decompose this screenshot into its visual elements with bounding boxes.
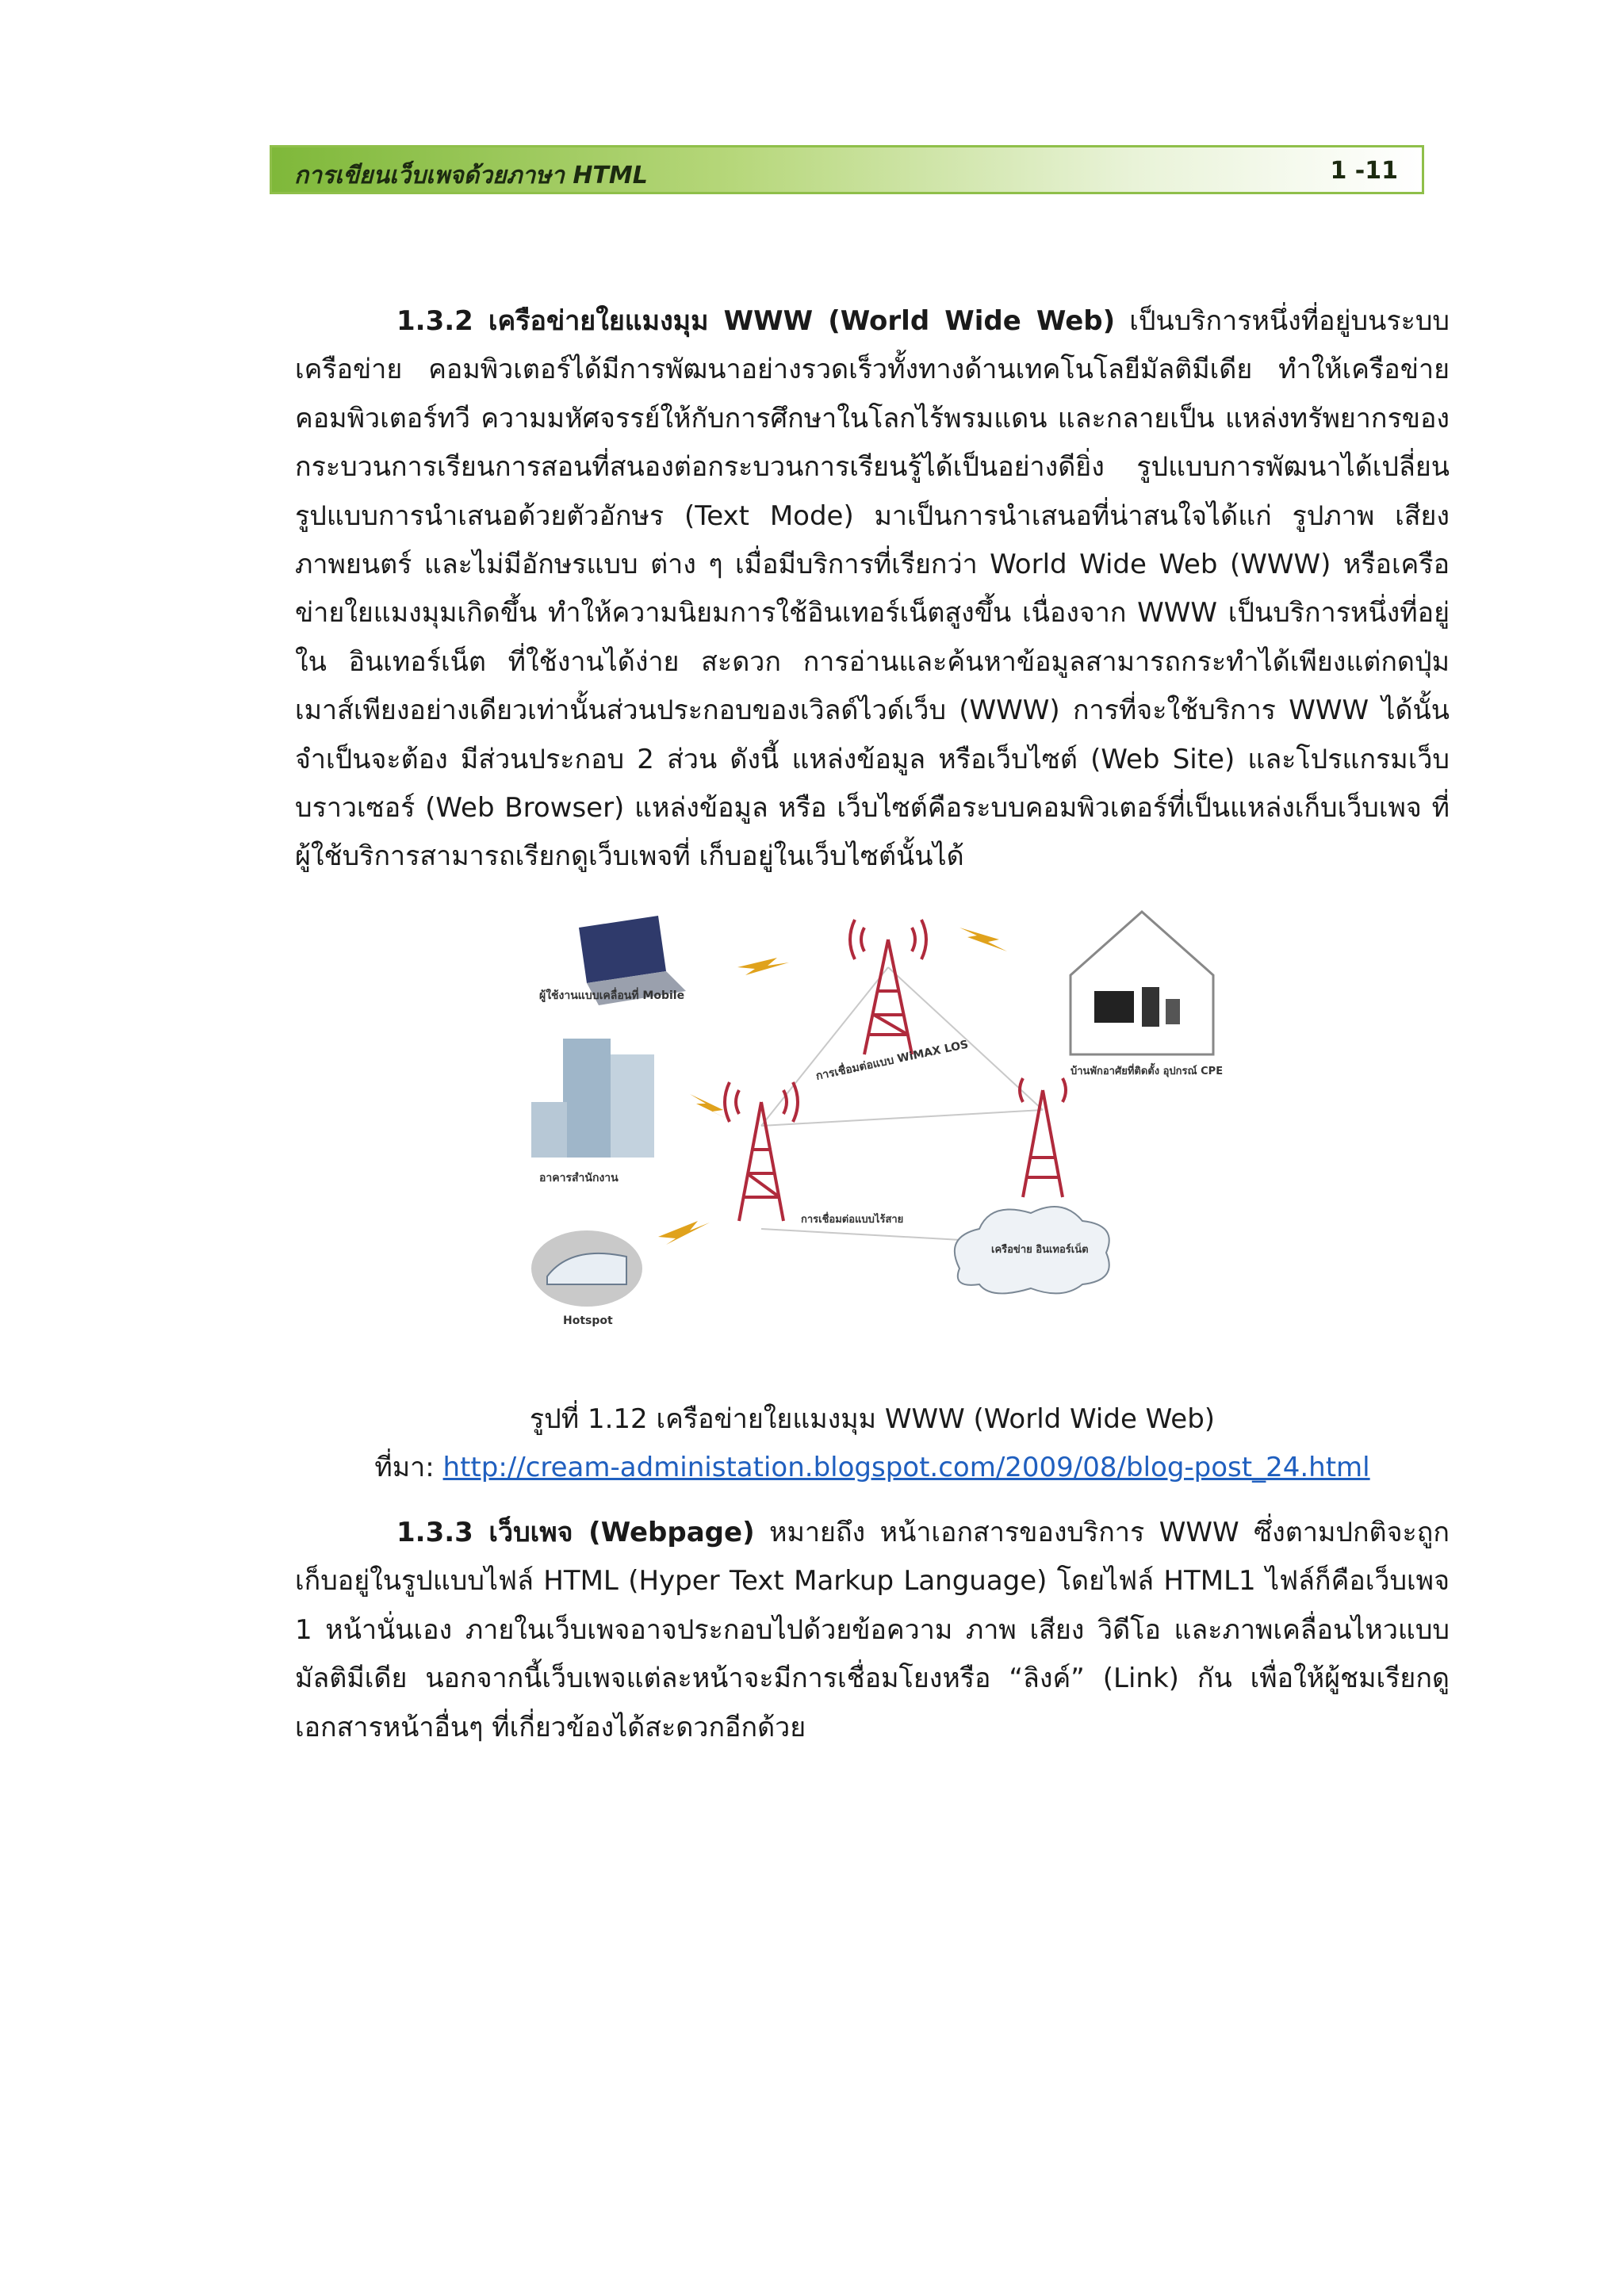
paragraph-www: [295, 297, 1450, 882]
page-header: [270, 145, 1424, 194]
section-heading-webpage: 1.3.3 เว็บเพจ (Webpage): [396, 1517, 755, 1548]
label-hotspot: Hotspot: [563, 1314, 613, 1327]
label-nlos: การเชื่อมต่อแบบไร้สาย: [801, 1214, 904, 1226]
figure-caption: รูปที่ 1.12 เครือข่ายใยแมงมุม WWW (World Wide Web): [529, 1403, 1216, 1435]
section-body-www: เป็นบริการหนึ่งที่อยู่บนระบบเครือข่าย คอมพิวเตอร์ได้มีการพัฒนาอย่างรวดเร็วทั้งทางด้านเทคโนโลยีมัลติมีเดีย ทำให้เครือข่ายคอมพิวเตอร์ทวี ความมหัศจรรย์ให้กับการศึกษาในโลกไร้พรมแดน และกลายเป็น แหล่งทรัพยากรของกระบวนการเรียนการสอนที่สนองต่อกระบวนการเรียนรู้ได้เป็นอย่างดียิ่ง รูปแบบการพัฒนาได้เปลี่ยนรูปแบบการนำเสนอด้วยตัวอักษร (Text Mode) มาเป็นการนำเสนอที่น่าสนใจได้แก่ รูปภาพ เสียง ภาพยนตร์ และไม่มีอักษรแบบ ต่าง ๆ เมื่อมีบริการที่เรียกว่า World Wide Web (WWW) หรือเครือข่ายใยแมงมุมเกิดขึ้น ทำให้ความนิยมการใช้อินเทอร์เน็ตสูงขึ้น เนื่องจาก WWW เป็นบริการหนึ่งที่อยู่ใน อินเทอร์เน็ต ที่ใช้งานได้ง่าย สะดวก การอ่านและค้นหาข้อมูลสามารถกระทำได้เพียงแต่กดปุ่มเมาส์เพียงอย่างเดียวเท่านั้นส่วนประกอบของเวิลด์ไวด์เว็บ (WWW) การที่จะใช้บริการ WWW ได้นั้นจำเป็นจะต้อง มีส่วนประกอบ 2 ส่วน ดังนี้ แหล่งข้อมูล หรือเว็บไซต์ (Web Site) และโปรแกรมเว็บบราวเซอร์ (Web Browser) แหล่งข้อมูล หรือ เว็บไซต์คือระบบคอมพิวเตอร์ที่เป็นแหล่งเก็บเว็บเพจ ที่ผู้ใช้บริการสามารถเรียกดูเว็บเพจที่ เก็บอยู่ในเว็บไซต์นั้นได้: [295, 305, 1450, 873]
wireless-network-figure: [515, 896, 1245, 1340]
label-cpe: บ้านพักอาศัยที่ติดตั้ง อุปกรณ์ CPE: [1071, 1066, 1224, 1077]
hotspot-icon: [531, 1230, 642, 1307]
header-title: การเขียนเว็บเพจด้วยภาษา HTML: [294, 162, 648, 189]
section-heading-www: 1.3.2 เครือข่ายใยแมงมุม WWW (World Wide Web): [396, 305, 1116, 337]
label-cloud: เครือข่าย อินเทอร์เน็ต: [991, 1244, 1089, 1256]
source-prefix: ที่มา:: [374, 1452, 443, 1483]
label-mobile: ผู้ใช้งานแบบเคลื่อนที่ Mobile: [539, 989, 685, 1002]
paragraph-webpage: [295, 1509, 1450, 1752]
page-number: 1 -11: [1330, 157, 1398, 185]
source-link[interactable]: http://cream-administation.blogspot.com/2009/08/blog-post_24.html: [442, 1452, 1370, 1483]
figure-source: [295, 1445, 1450, 1488]
label-wimax: การเชื่อมต่อแบบ WiMAX LOS: [814, 1038, 970, 1083]
section-body-webpage: หมายถึง หน้าเอกสารของบริการ WWW ซึ่งตามปกติจะถูกเก็บอยู่ในรูปแบบไฟล์ HTML (Hyper Text Markup Language) โดยไฟล์ HTML1 ไฟล์ก็คือเว็บเพจ 1 หน้านั่นเอง ภายในเว็บเพจอาจประกอบไปด้วยข้อความ ภาพ เสียง วิดีโอ และภาพเคลื่อนไหวแบบมัลติมีเดีย นอกจากนี้เว็บเพจแต่ละหน้าจะมีการเชื่อมโยงหรือ “ลิงค์” (Link) กัน เพื่อให้ผู้ชมเรียกดูเอกสารหน้าอื่นๆ ที่เกี่ยวข้องได้สะดวกอีกด้วย: [295, 1517, 1450, 1743]
label-building: อาคารสำนักงาน: [539, 1172, 619, 1184]
